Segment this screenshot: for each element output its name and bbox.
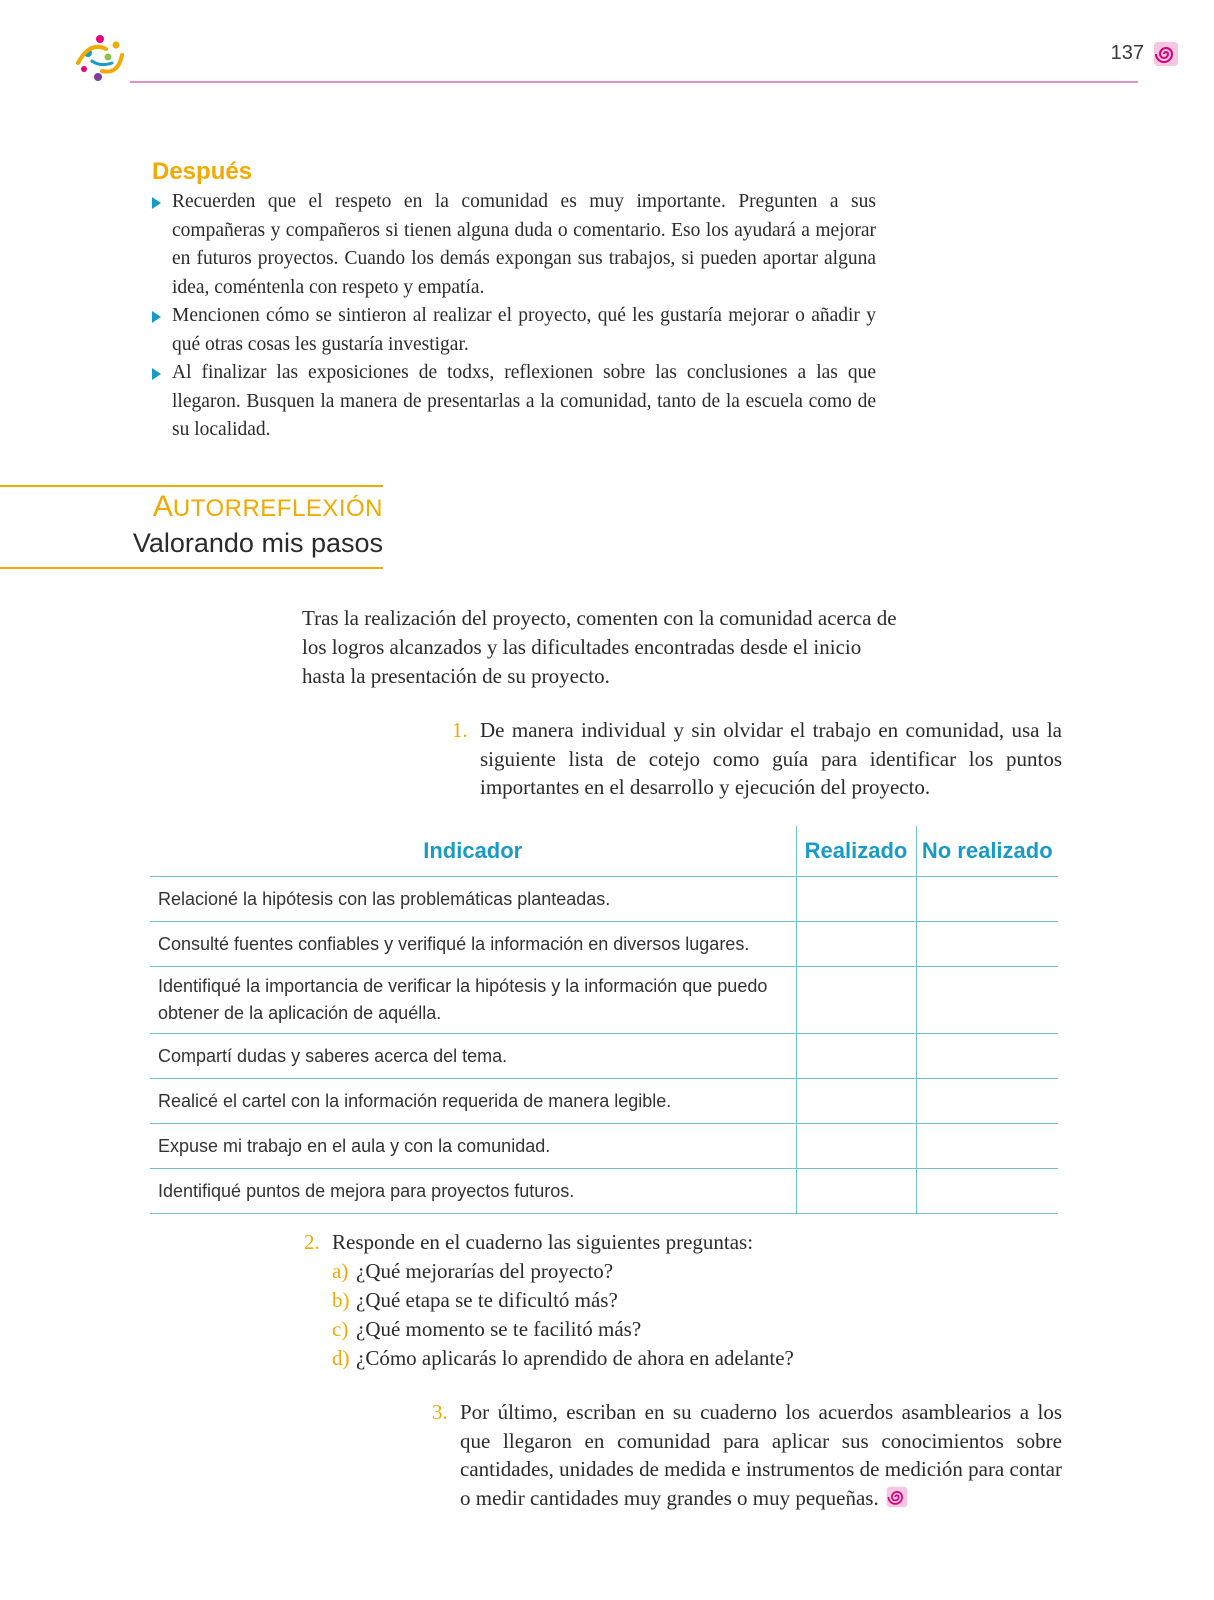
done-checkbox-cell[interactable]: [796, 1079, 916, 1124]
section-title-initial: A: [152, 490, 173, 523]
header-indicator: Indicador: [150, 826, 796, 877]
header-done: Realizado: [796, 826, 916, 877]
done-checkbox-cell[interactable]: [796, 1124, 916, 1169]
triangle-bullet-icon: [152, 197, 161, 209]
table-row: [150, 1169, 1058, 1214]
done-checkbox-cell[interactable]: [796, 967, 916, 1034]
indicator-cell: Expuse mi trabajo en el aula y con la comunidad.: [150, 1124, 796, 1169]
indicator-cell: Identifiqué la importancia de verificar la hipótesis y la información que puedo obtener de la aplicación de aquélla.: [150, 967, 796, 1034]
bullet-item: [152, 302, 876, 359]
pink-spiral-ornament-icon: [1152, 40, 1180, 68]
not-done-checkbox-cell[interactable]: [916, 967, 1058, 1034]
not-done-checkbox-cell[interactable]: [916, 1169, 1058, 1214]
table-row: [150, 1079, 1058, 1124]
sub-question: [332, 1286, 924, 1315]
question-2: [304, 1228, 924, 1373]
question-text: Responde en el cuaderno las siguientes preguntas:: [332, 1230, 754, 1254]
done-checkbox-cell[interactable]: [796, 1169, 916, 1214]
triangle-bullet-icon: [152, 311, 161, 323]
triangle-bullet-icon: [152, 368, 161, 380]
sub-question-letter: c): [332, 1317, 349, 1341]
question-1: [452, 716, 1062, 802]
not-done-checkbox-cell[interactable]: [916, 877, 1058, 922]
table-header-row: [150, 826, 1058, 877]
sub-question: [332, 1315, 924, 1344]
checklist-table: [150, 826, 1058, 1214]
indicator-cell: Realicé el cartel con la información requerida de manera legible.: [150, 1079, 796, 1124]
indicator-cell: Identifiqué puntos de mejora para proyectos futuros.: [150, 1169, 796, 1214]
bullet-text: Recuerden que el respeto en la comunidad es muy importante. Pregunten a sus compañeras y compañeros si tienen alguna duda o comentario. Eso los ayudará a mejorar en futuros proyectos. Cuando los demás expongan sus trabajos, si pueden aportar alguna idea, coméntenla con respeto y empatía.: [172, 191, 876, 298]
not-done-checkbox-cell[interactable]: [916, 1124, 1058, 1169]
section-title-rest: UTORREFLEXIÓN: [172, 495, 383, 522]
sub-question-text: ¿Cómo aplicarás lo aprendido de ahora en adelante?: [356, 1346, 794, 1370]
not-done-checkbox-cell[interactable]: [916, 1034, 1058, 1079]
done-checkbox-cell[interactable]: [796, 922, 916, 967]
bullet-item: [152, 359, 876, 445]
indicator-cell: Consulté fuentes confiables y verifiqué la información en diversos lugares.: [150, 922, 796, 967]
question-number: 2.: [304, 1230, 320, 1254]
done-checkbox-cell[interactable]: [796, 1034, 916, 1079]
table-row: [150, 1124, 1058, 1169]
question-text: De manera individual y sin olvidar el trabajo en comunidad, usa la siguiente lista de cotejo como guía para identificar los puntos importantes en el desarrollo y ejecución del proyecto.: [480, 718, 1062, 799]
sub-question-text: ¿Qué etapa se te dificultó más?: [356, 1288, 618, 1312]
header-rule: [130, 81, 1138, 83]
bullet-item: [152, 188, 876, 302]
indicator-cell: Relacioné la hipótesis con las problemáticas planteadas.: [150, 877, 796, 922]
sub-question-letter: d): [332, 1346, 350, 1370]
section-title: [0, 490, 383, 524]
table-row: [150, 877, 1058, 922]
colorful-dots-logo-icon: [72, 33, 130, 85]
sub-question-text: ¿Qué mejorarías del proyecto?: [356, 1259, 614, 1283]
indicator-cell: Compartí dudas y saberes acerca del tema.: [150, 1034, 796, 1079]
sub-question: [332, 1257, 924, 1286]
question-text-body: Por último, escriban en su cuaderno los acuerdos asamblearios a los que llegaron en comunidad para aplicar sus conocimientos sobre cantidades, unidades de medida e instrumentos de medición para contar o medir cantidades muy grandes o muy pequeñas.: [460, 1400, 1062, 1510]
section-subtitle: Valorando mis pasos: [132, 528, 383, 558]
table-row: [150, 1034, 1058, 1079]
not-done-checkbox-cell[interactable]: [916, 922, 1058, 967]
intro-paragraph: Tras la realización del proyecto, comenten con la comunidad acerca de los logros alcanzados y las dificultades encontradas desde el inicio hasta la presentación de su proyecto.: [302, 606, 897, 688]
question-number: 1.: [452, 718, 468, 742]
table-row: [150, 922, 1058, 967]
sub-question-list: [304, 1257, 924, 1373]
page-number: 137: [1110, 42, 1144, 64]
table-row: [150, 967, 1058, 1034]
sub-question-letter: a): [332, 1259, 349, 1283]
not-done-checkbox-cell[interactable]: [916, 1079, 1058, 1124]
done-checkbox-cell[interactable]: [796, 877, 916, 922]
question-number: 3.: [432, 1400, 448, 1424]
sub-question-letter: b): [332, 1288, 350, 1312]
sub-question: [332, 1344, 924, 1373]
pink-spiral-ornament-icon: [885, 1485, 909, 1509]
after-bullet-list: [152, 188, 876, 445]
header-not-done: No realizado: [916, 826, 1058, 877]
question-3: [432, 1398, 1062, 1512]
sub-question-text: ¿Qué momento se te facilitó más?: [356, 1317, 642, 1341]
after-heading: Después: [152, 158, 253, 185]
section-rule-top: [0, 485, 383, 487]
bullet-text: Mencionen cómo se sintieron al realizar el proyecto, qué les gustaría mejorar o añadir y qué otras cosas les gustaría investigar.: [172, 305, 876, 355]
bullet-text: Al finalizar las exposiciones de todxs, reflexionen sobre las conclusiones a las que llegaron. Busquen la manera de presentarlas a la comunidad, tanto de la escuela como de su localidad.: [172, 362, 876, 440]
section-rule-bottom: [0, 567, 383, 569]
question-text: [432, 1398, 1062, 1512]
